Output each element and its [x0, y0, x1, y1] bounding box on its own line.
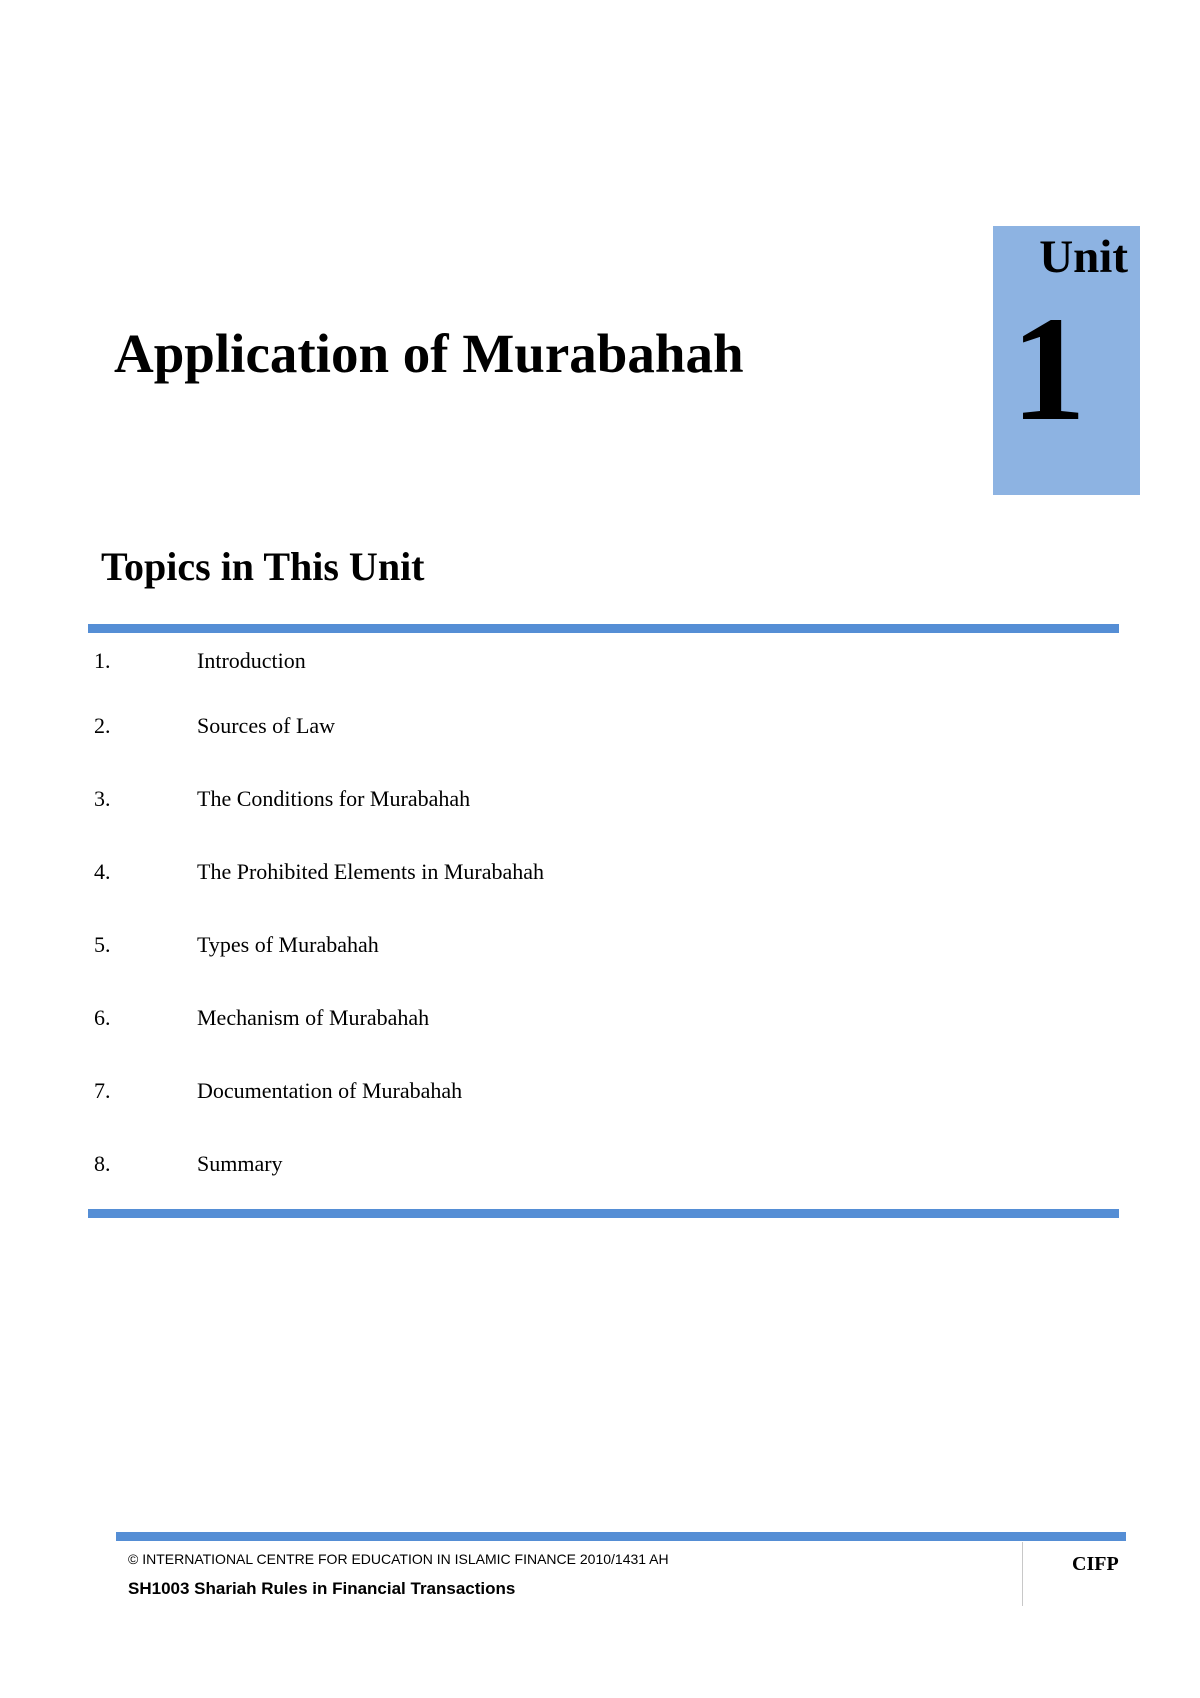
topic-number: 6.: [94, 1005, 111, 1030]
topic-label: Introduction: [197, 648, 306, 673]
topic-item: [88, 784, 988, 814]
topic-item: [88, 646, 988, 676]
topic-label: The Conditions for Murabahah: [197, 786, 471, 811]
unit-number: 1: [1011, 286, 1086, 452]
footer-org-name: CIFP: [1072, 1553, 1119, 1575]
footer-copyright: © INTERNATIONAL CENTRE FOR EDUCATION IN ISLAMIC FINANCE 2010/1431 AH: [128, 1551, 669, 1567]
topic-label: Sources of Law: [197, 713, 336, 738]
topic-label: Summary: [197, 1151, 283, 1176]
topic-item: [88, 711, 988, 741]
unit-label: Unit: [1039, 231, 1128, 283]
topic-label: Mechanism of Murabahah: [197, 1005, 430, 1030]
topics-bottom-rule: [88, 1209, 1119, 1218]
topic-number: 8.: [94, 1151, 111, 1176]
page-title: Application of Murabahah: [114, 323, 744, 384]
topic-label: The Prohibited Elements in Murabahah: [197, 859, 545, 884]
topic-item: [88, 1076, 988, 1106]
topics-heading: Topics in This Unit: [101, 544, 425, 589]
footer-course-title: SH1003 Shariah Rules in Financial Transactions: [128, 1579, 516, 1598]
topics-top-rule: [88, 624, 1119, 633]
topic-item: [88, 1149, 988, 1179]
topic-number: 1.: [94, 648, 111, 673]
topic-number: 7.: [94, 1078, 111, 1103]
topic-number: 2.: [94, 713, 111, 738]
topic-label: Types of Murabahah: [197, 932, 379, 957]
topic-number: 4.: [94, 859, 111, 884]
topic-item: [88, 1003, 988, 1033]
topic-number: 5.: [94, 932, 111, 957]
footer-rule: [116, 1532, 1126, 1541]
topic-item: [88, 857, 988, 887]
unit-badge: [993, 226, 1140, 495]
footer-divider: [1022, 1542, 1023, 1606]
topic-number: 3.: [94, 786, 111, 811]
topic-item: [88, 930, 988, 960]
topic-label: Documentation of Murabahah: [197, 1078, 463, 1103]
